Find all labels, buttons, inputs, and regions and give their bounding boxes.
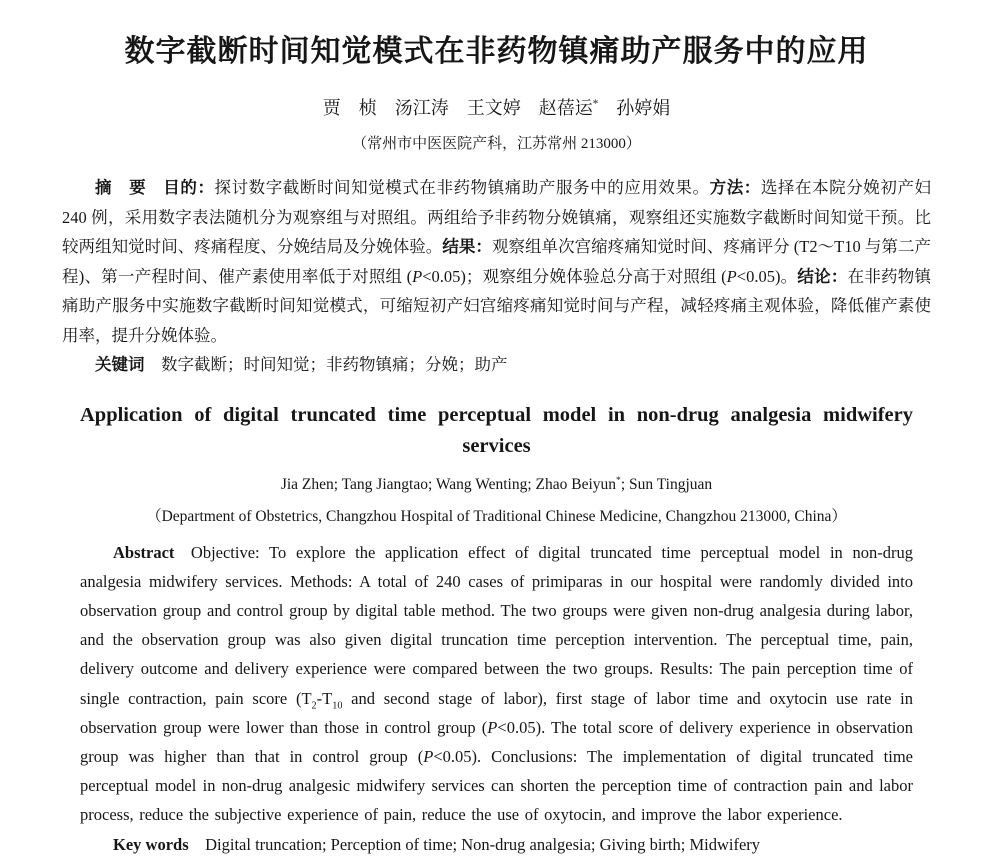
affiliation-zh: （常州市中医医院产科，江苏常州 213000） [352,136,641,152]
paper-title-en: Application of digital truncated time perceptual model in non-drug analgesia midwifery services [80,403,913,457]
authors-zh: 贾 桢 汤江涛 王文婷 赵蓓运* 孙婷娟 [322,98,671,118]
authors-en: Jia Zhen; Tang Jiangtao; Wang Wenting; Zhao Beiyun*; Sun Tingjuan [280,474,713,493]
abstract-en: Abstract Objective: To explore the application effect of digital truncated time perceptual model in non-drug analgesia midwifery services. Methods: A total of 240 cases of primiparas in our hospital were randomly divided into observation group and control group by digital table method. The two groups were given non-drug analgesia during labor, and the observation group was also given digital truncation time perception intervention. The perceptual time, pain, delivery outcome and delivery experience were compared between the two groups. Results: The pain perception time of single contraction, pain score ($T_2-T_{10}$ and second stage of labor), first stage of labor time and oxytocin use rate in observation group were lower than those in control group (P<0.05). The total score of delivery experience in observation group was higher than that in control group (P<0.05). Conclusions: The implementation of digital truncated time perceptual model in non-drug analgesic midwifery services can shorten the perception time of contraction pain and labor process, reduce the subjective experience of pain, reduce the use of oxytocin, and improve the labor experience. [80,542,913,825]
paper-title-zh: 数字截断时间知觉模式在非药物镇痛助产服务中的应用 [124,35,869,68]
keywords-zh: 关键词 数字截断；时间知觉；非药物镇痛；分娩；助产 [95,355,508,374]
affiliation-en: （Department of Obstetrics, Changzhou Hospital of Traditional Chinese Medicine, Changzhou 213000, China） [146,507,847,525]
abstract-zh: 摘 要 目的：探讨数字截断时间知觉模式在非药物镇痛助产服务中的应用效果。方法：选择在本院分娩初产妇 240 例，采用数字表法随机分为观察组与对照组。两组给予非药物分娩镇痛，观察组还实施数字截断时间知觉干预。比较两组知觉时间、疼痛程度、分娩结局及分娩体验。结果：观察组单次宫缩疼痛知觉时间、疼痛评分 (T2～T10 与第二产程)、第一产程时间、催产素使用率低于对照组 (P<0.05)；观察组分娩体验总分高于对照组 (P<0.05)。结论：在非药物镇痛助产服务中实施数字截断时间知觉模式，可缩短初产妇宫缩疼痛知觉时间与产程，减轻疼痛主观体验，降低催产素使用率，提升分娩体验。 [62,178,932,345]
keywords-en: Key words Digital truncation; Perception of time; Non-drug analgesia; Giving birth; Midwifery [113,834,761,854]
